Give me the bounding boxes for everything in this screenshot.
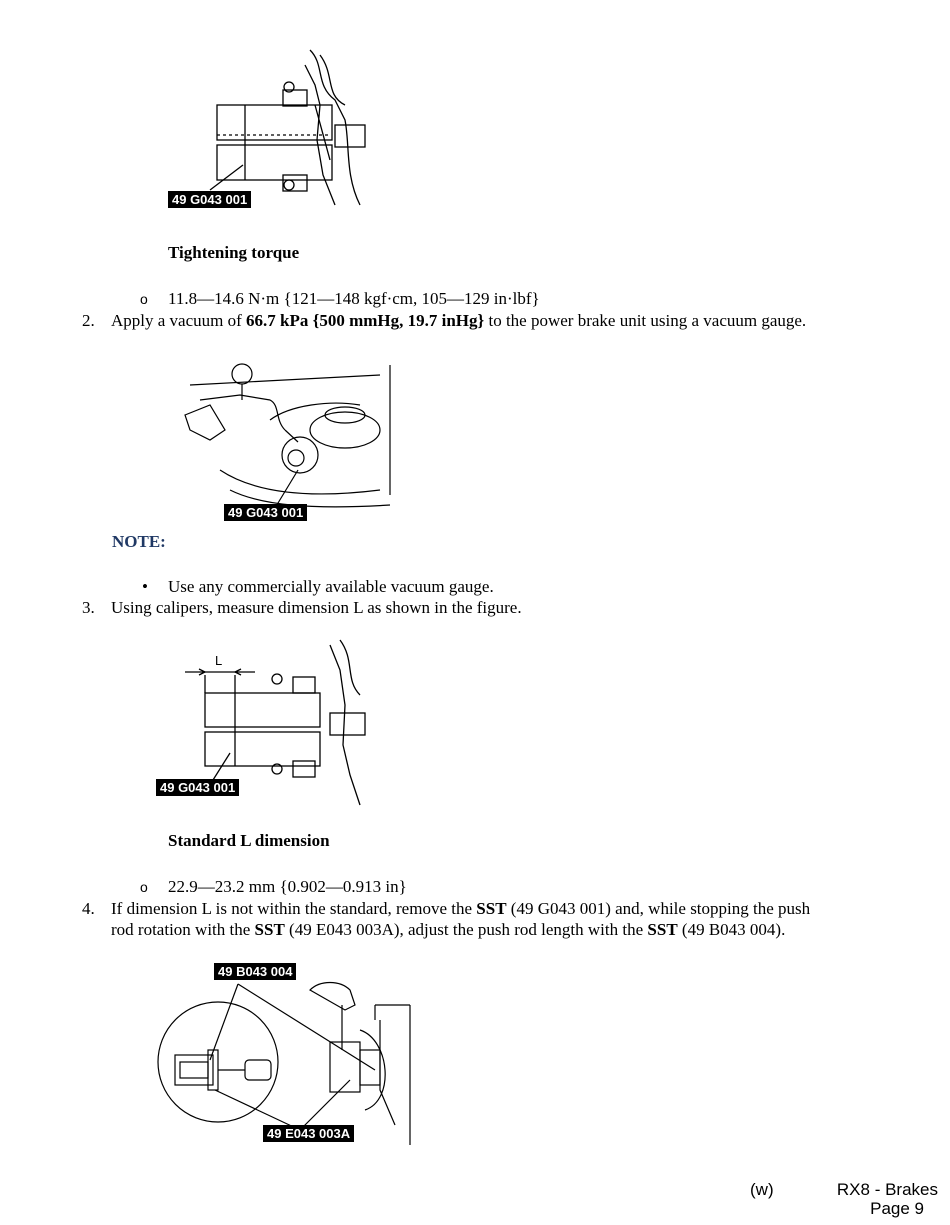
step-text: (49 B043 004). xyxy=(677,920,786,939)
figure-adjust-push-rod xyxy=(150,960,415,1150)
figure-measure-dimension-l xyxy=(155,635,370,810)
step-text: Apply a vacuum of xyxy=(111,311,247,330)
sst-bold: SST xyxy=(254,920,285,939)
step-2 xyxy=(82,310,902,331)
list-marker: o xyxy=(140,879,148,895)
torque-spec-item xyxy=(140,288,540,310)
step-text: to the power brake unit using a vacuum gauge. xyxy=(484,311,807,330)
figure4-label-top: 49 B043 004 xyxy=(214,963,296,980)
step-number: 2. xyxy=(82,311,95,330)
step-text: (49 G043 001) and, while stopping the push xyxy=(506,899,811,918)
step-number: 3. xyxy=(82,598,95,617)
list-marker: o xyxy=(140,291,148,307)
note-title: NOTE: xyxy=(112,532,166,551)
step-3 xyxy=(82,597,902,618)
note-item xyxy=(142,576,494,597)
figure3-label: 49 G043 001 xyxy=(156,779,239,796)
vacuum-value: 66.7 kPa {500 mmHg, 19.7 inHg} xyxy=(246,311,485,330)
step-text: Using calipers, measure dimension L as shown in the figure. xyxy=(111,598,522,617)
figure4-label-bottom: 49 E043 003A xyxy=(263,1125,354,1142)
figure-sst-installed xyxy=(165,45,375,215)
heading-standard-l: Standard L dimension xyxy=(168,831,330,850)
bullet: • xyxy=(142,577,148,596)
footer-page-number: Page 9 xyxy=(870,1199,924,1218)
step-number: 4. xyxy=(82,899,95,918)
figure-vacuum-gauge xyxy=(180,360,395,525)
standard-l-item xyxy=(140,876,407,898)
step-text: rod rotation with the xyxy=(111,920,255,939)
sst-bold: SST xyxy=(476,899,507,918)
step-text: (49 E043 003A), adjust the push rod length with the xyxy=(284,920,648,939)
note-text: Use any commercially available vacuum gauge. xyxy=(168,577,494,596)
dimension-l-label: L xyxy=(215,653,223,668)
heading-tightening-torque: Tightening torque xyxy=(168,243,300,262)
step-text: If dimension L is not within the standard, remove the xyxy=(111,899,477,918)
standard-l-text: 22.9—23.2 mm {0.902—0.913 in} xyxy=(168,877,407,896)
step-4 xyxy=(82,898,912,939)
footer-tag: (w) xyxy=(750,1180,774,1199)
footer-doc-title: RX8 - Brakes xyxy=(836,1180,938,1199)
torque-spec-text: 11.8—14.6 N·m {121—148 kgf·cm, 105—129 in·lbf} xyxy=(168,289,540,308)
figure2-label: 49 G043 001 xyxy=(224,504,307,521)
figure1-label: 49 G043 001 xyxy=(168,191,251,208)
sst-bold: SST xyxy=(647,920,678,939)
